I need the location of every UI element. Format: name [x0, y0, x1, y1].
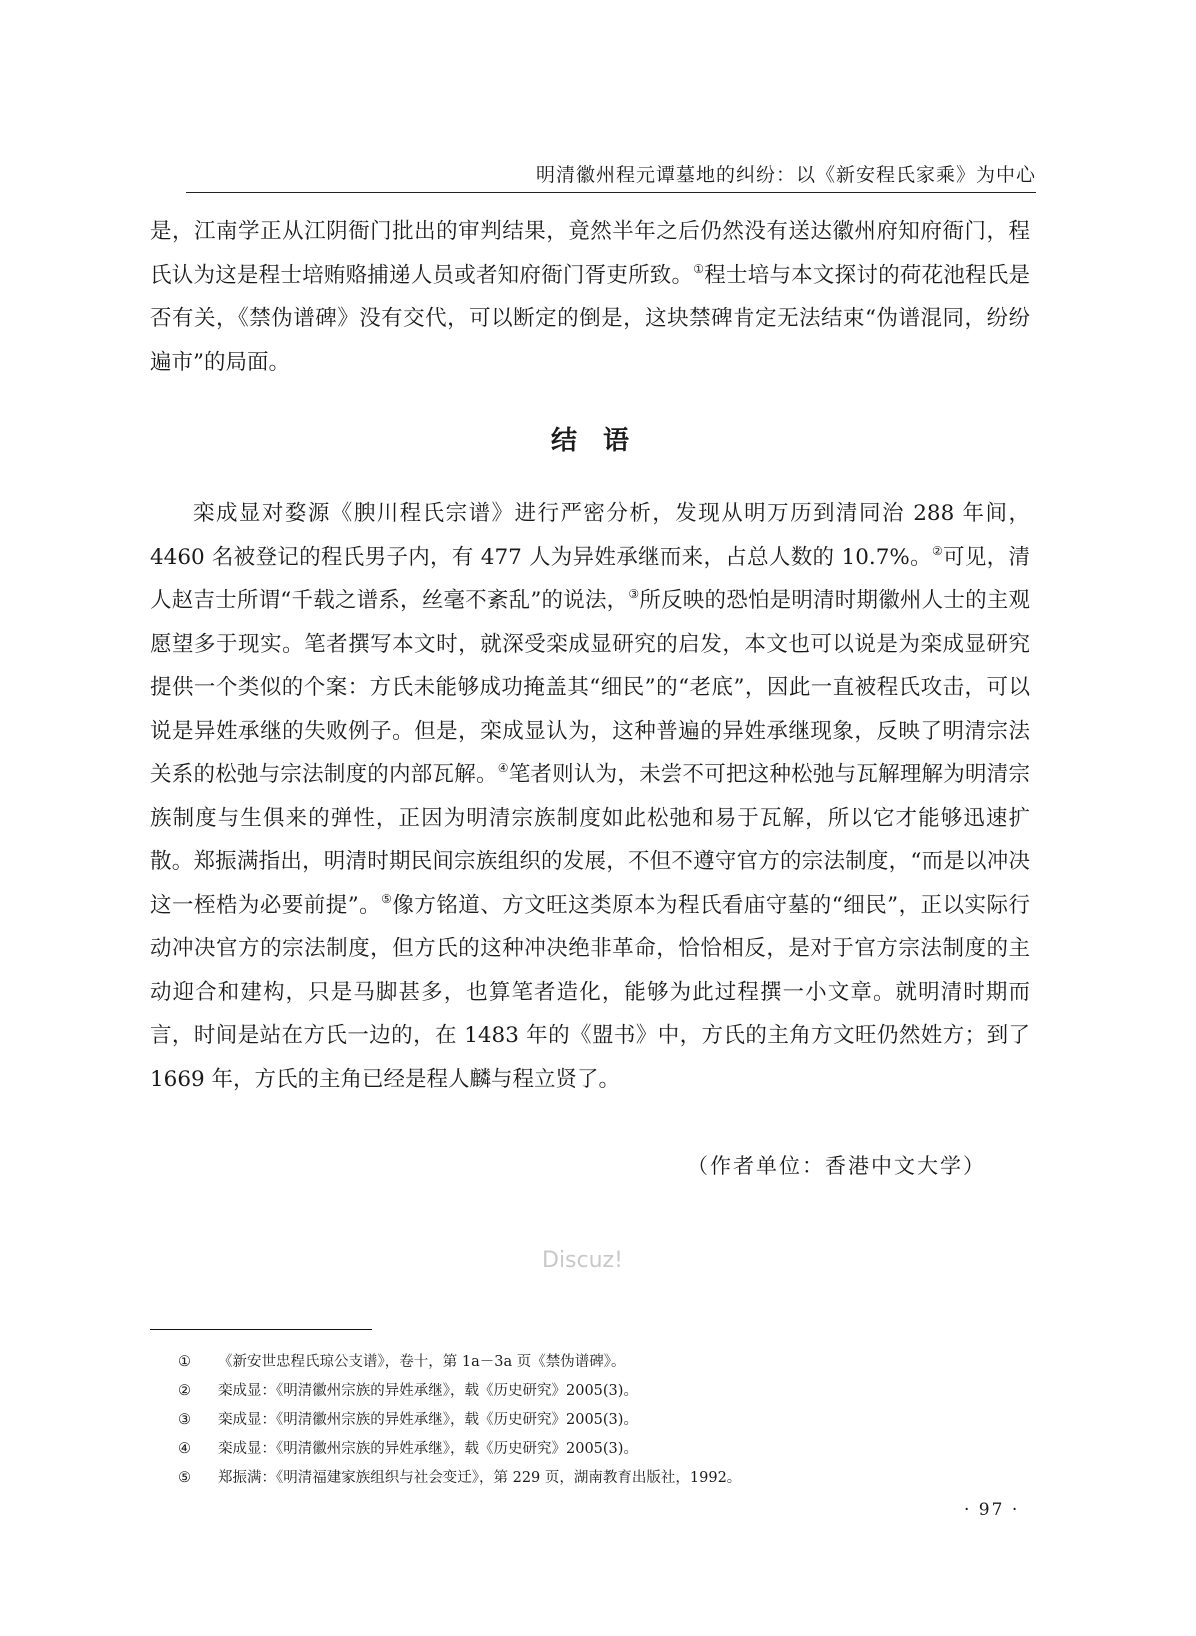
footnote-mark: ④: [178, 1441, 191, 1457]
footnote-text: 栾成显：《明清徽州宗族的异姓承继》，载《历史研究》2005(3)。: [218, 1383, 638, 1399]
footnote-item: [178, 1406, 998, 1435]
footnote-item: [178, 1464, 998, 1493]
footnote-text: 栾成显：《明清徽州宗族的异姓承继》，载《历史研究》2005(3)。: [218, 1412, 638, 1428]
footnote-text: 栾成显：《明清徽州宗族的异姓承继》，载《历史研究》2005(3)。: [218, 1441, 638, 1457]
paragraph-text: 栾成显对婺源《腴川程氏宗谱》进行严密分析，发现从明万历到清同治 288 年间，4460 名被登记的程氏男子内，有 477 人为异姓承继而来，占总人数的 10.7%。: [150, 501, 1030, 570]
footnote-text: 《新安世忠程氏琼公支谱》，卷十，第 1a－3a 页《禁伪谱碑》。: [218, 1354, 626, 1370]
footnote-mark: ②: [178, 1383, 191, 1399]
footnote-ref-5[interactable]: ⑤: [381, 891, 393, 906]
running-title: 明清徽州程元谭墓地的纠纷：以《新安程氏家乘》为中心: [535, 164, 1036, 186]
footnote-mark: ⑤: [178, 1470, 191, 1486]
paragraph-text: 笔者则认为，未尝不可把这种松弛与瓦解理解为明清宗族制度与生俱来的弹性，正因为明清宗族制度如此松弛和易于瓦解，所以它才能够迅速扩散。郑振满指出，明清时期民间宗族组织的发展，不但不遵守官方的宗法制度，“而是以冲决这一桎梏为必要前提”。: [150, 762, 1030, 918]
paragraph-text: 程士培与本文探讨的荷花池程氏是否有关，《禁伪谱碑》没有交代，可以断定的倒是，这块禁碑肯定无法结束“伪谱混同，纷纷遍市”的局面。: [150, 262, 1030, 375]
paragraph-text: 所反映的恐怕是明清时期徽州人士的主观愿望多于现实。笔者撰写本文时，就深受栾成显研究的启发，本文也可以说是为栾成显研究提供一个类似的个案：方氏未能够成功掩盖其“细民”的“老底”，因此一直被程氏攻击，可以说是异姓承继的失败例子。但是，栾成显认为，这种普遍的异姓承继现象，反映了明清宗法关系的松弛与宗法制度的内部瓦解。: [150, 588, 1030, 787]
header-rule: [186, 192, 1036, 193]
footnote-ref-2[interactable]: ②: [931, 543, 944, 558]
footnote-text: 郑振满：《明清福建家族组织与社会变迁》，第 229 页，湖南教育出版社，1992。: [218, 1470, 742, 1486]
footnote-item: [178, 1377, 998, 1406]
footnote-item: [178, 1435, 998, 1464]
paragraph-text: 像方铭道、方文旺这类原本为程氏看庙守墓的“细民”，正以实际行动冲决官方的宗法制度，但方氏的这种冲决绝非革命，恰恰相反，是对于官方宗法制度的主动迎合和建构，只是马脚甚多，也算笔者造化，能够为此过程撰一小文章。就明清时期而言，时间是站在方氏一边的，在 1483 年的《盟书》中，方氏的主角方文旺仍然姓方；到了 1669 年，方氏的主角已经是程人麟与程立贤了。: [150, 892, 1030, 1092]
paragraph-conclusion: [150, 492, 1030, 1101]
section-title: 结语: [550, 426, 655, 456]
footnote-ref-4[interactable]: ④: [497, 761, 509, 775]
footnote-ref-1[interactable]: ①: [693, 261, 705, 276]
paragraph-continued: [150, 210, 1030, 384]
author-affiliation: （作者单位：香港中文大学）: [687, 1154, 986, 1178]
footnote-rule: [150, 1329, 372, 1330]
footnote-mark: ①: [178, 1354, 191, 1370]
watermark: Discuz!: [542, 1248, 623, 1273]
footnote-ref-3[interactable]: ③: [628, 587, 640, 601]
page-number: · 97 ·: [964, 1500, 1020, 1520]
footnote-mark: ③: [178, 1412, 191, 1428]
footnote-item: [178, 1348, 998, 1377]
paragraph-text: 是，江南学正从江阴衙门批出的审判结果，竟然半年之后仍然没有送达徽州府知府衙门，程氏认为这是程士培贿赂捕递人员或者知府衙门胥吏所致。: [150, 219, 1030, 288]
paragraph-text: 可见，清人赵吉士所谓“千载之谱系，丝毫不紊乱”的说法，: [150, 544, 1030, 613]
footnote-list: [178, 1348, 998, 1493]
